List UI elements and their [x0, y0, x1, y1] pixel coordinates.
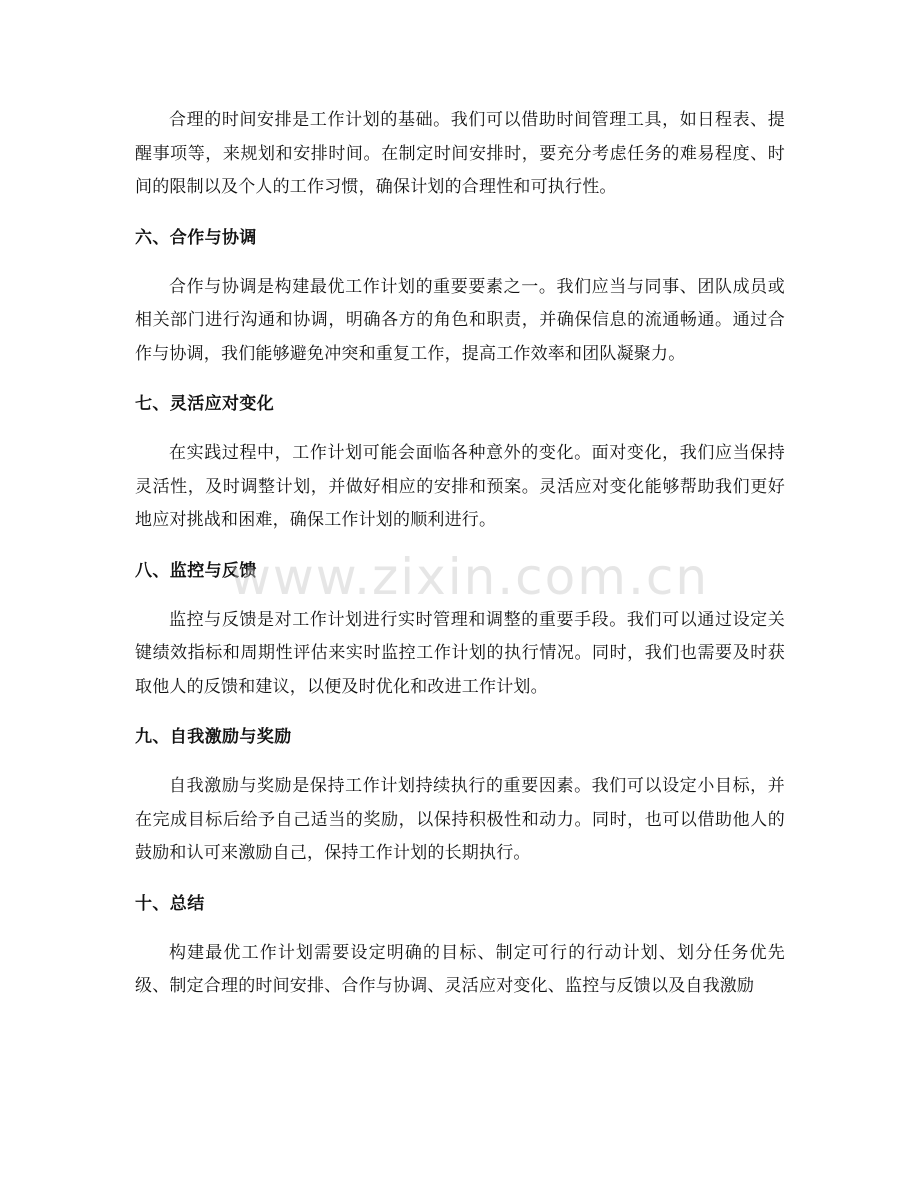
paragraph-summary: 构建最优工作计划需要设定明确的目标、制定可行的行动计划、划分任务优先级、制定合理的时间安排、合作与协调、灵活应对变化、监控与反馈以及自我激励 — [135, 942, 785, 996]
section-heading-flexibility: 七、灵活应对变化 — [135, 394, 275, 414]
paragraph-monitoring: 监控与反馈是对工作计划进行实时管理和调整的重要手段。我们可以通过设定关键绩效指标和周期性评估来实时监控工作计划的执行情况。同时，我们也需要及时获取他人的反馈和建议，以便及时优化和改进工作计划。 — [135, 609, 785, 697]
paragraph-flexibility: 在实践过程中，工作计划可能会面临各种意外的变化。面对变化，我们应当保持灵活性，及时调整计划，并做好相应的安排和预案。灵活应对变化能够帮助我们更好地应对挑战和困难，确保工作计划的顺利进行。 — [135, 443, 785, 530]
document-content — [135, 104, 785, 1021]
watermark: www.zixin.com.cn — [230, 548, 710, 606]
section-heading-monitoring: 八、监控与反馈 — [135, 560, 257, 581]
section-heading-summary: 十、总结 — [135, 893, 205, 914]
section-heading-self-motivation: 九、自我激励与奖励 — [135, 727, 292, 747]
paragraph-self-motivation: 自我激励与奖励是保持工作计划持续执行的重要因素。我们可以设定小目标，并在完成目标后给予自己适当的奖励，以保持积极性和动力。同时，也可以借助他人的鼓励和认可来激励自己，保持工作计划的长期执行。 — [135, 776, 785, 863]
paragraph-time-arrangement: 合理的时间安排是工作计划的基础。我们可以借助时间管理工具，如日程表、提醒事项等，来规划和安排时间。在制定时间安排时，要充分考虑任务的难易程度、时间的限制以及个人的工作习惯，确保计划的合理性和可执行性。 — [135, 110, 785, 197]
paragraph-cooperation: 合作与协调是构建最优工作计划的重要要素之一。我们应当与同事、团队成员或相关部门进行沟通和协调，明确各方的角色和职责，并确保信息的流通畅通。通过合作与协调，我们能够避免冲突和重复工作，提高工作效率和团队凝聚力。 — [135, 276, 785, 364]
section-heading-cooperation: 六、合作与协调 — [135, 227, 257, 248]
